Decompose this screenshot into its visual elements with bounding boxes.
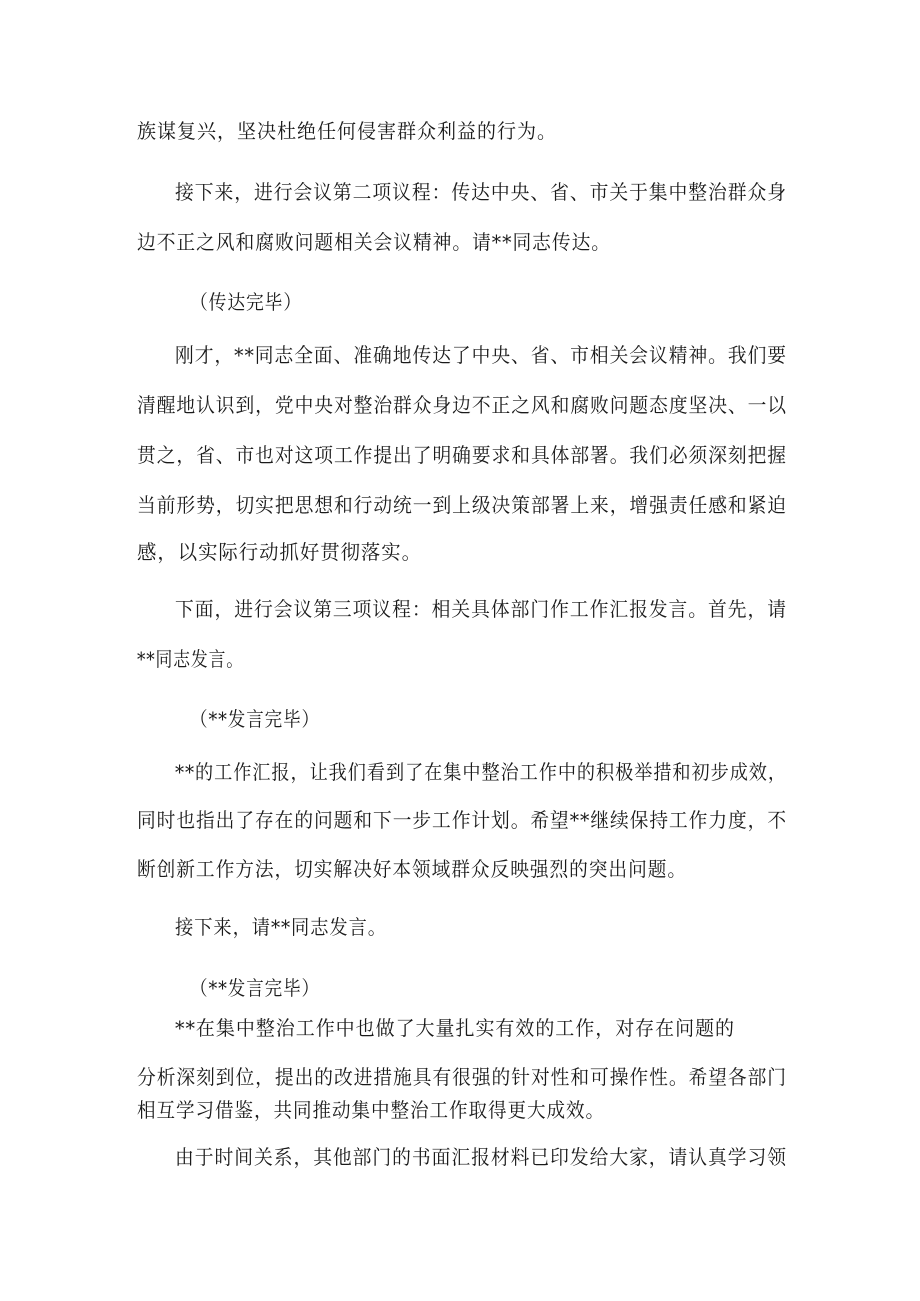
- text-line: 感，以实际行动抓好贯彻落实。: [137, 540, 422, 564]
- text-line: 当前形势，切实把思想和行动统一到上级决策部署上来，增强责任感和紧迫: [137, 493, 787, 517]
- text-line: **在集中整治工作中也做了大量扎实有效的工作，对存在问题的: [175, 1016, 735, 1040]
- text-line: （**发言完毕）: [190, 707, 320, 731]
- text-line: 断创新工作方法，切实解决好本领域群众反映强烈的突出问题。: [137, 857, 687, 881]
- text-line: （传达完毕）: [190, 290, 302, 314]
- text-line: **的工作汇报，让我们看到了在集中整治工作中的积极举措和初步成效，: [175, 760, 787, 784]
- text-line: 接下来，进行会议第二项议程：传达中央、省、市关于集中整治群众身: [175, 180, 787, 204]
- text-line: 下面，进行会议第三项议程：相关具体部门作工作汇报发言。首先，请: [175, 597, 787, 621]
- text-line: 贯之，省、市也对这项工作提出了明确要求和具体部署。我们必须深刻把握: [137, 443, 787, 467]
- text-line: 分析深刻到位，提出的改进措施具有很强的针对性和可操作性。希望各部门: [137, 1065, 787, 1089]
- text-line: 刚才，**同志全面、准确地传达了中央、省、市相关会议精神。我们要: [175, 343, 787, 367]
- text-line: 接下来，请**同志发言。: [175, 915, 387, 939]
- text-line: 相互学习借鉴，共同推动集中整治工作取得更大成效。: [137, 1098, 605, 1122]
- text-line: 由于时间关系，其他部门的书面汇报材料已印发给大家，请认真学习领: [175, 1145, 787, 1169]
- text-line: **同志发言。: [137, 647, 244, 671]
- text-line: 清醒地认识到，党中央对整治群众身边不正之风和腐败问题态度坚决、一以: [137, 393, 787, 417]
- text-line: 同时也指出了存在的问题和下一步工作计划。希望**继续保持工作力度，不: [137, 808, 787, 832]
- text-line: 族谋复兴，坚决杜绝任何侵害群众利益的行为。: [137, 119, 557, 143]
- text-line: 边不正之风和腐败问题相关会议精神。请**同志传达。: [137, 230, 611, 254]
- text-line: （**发言完毕）: [190, 976, 320, 1000]
